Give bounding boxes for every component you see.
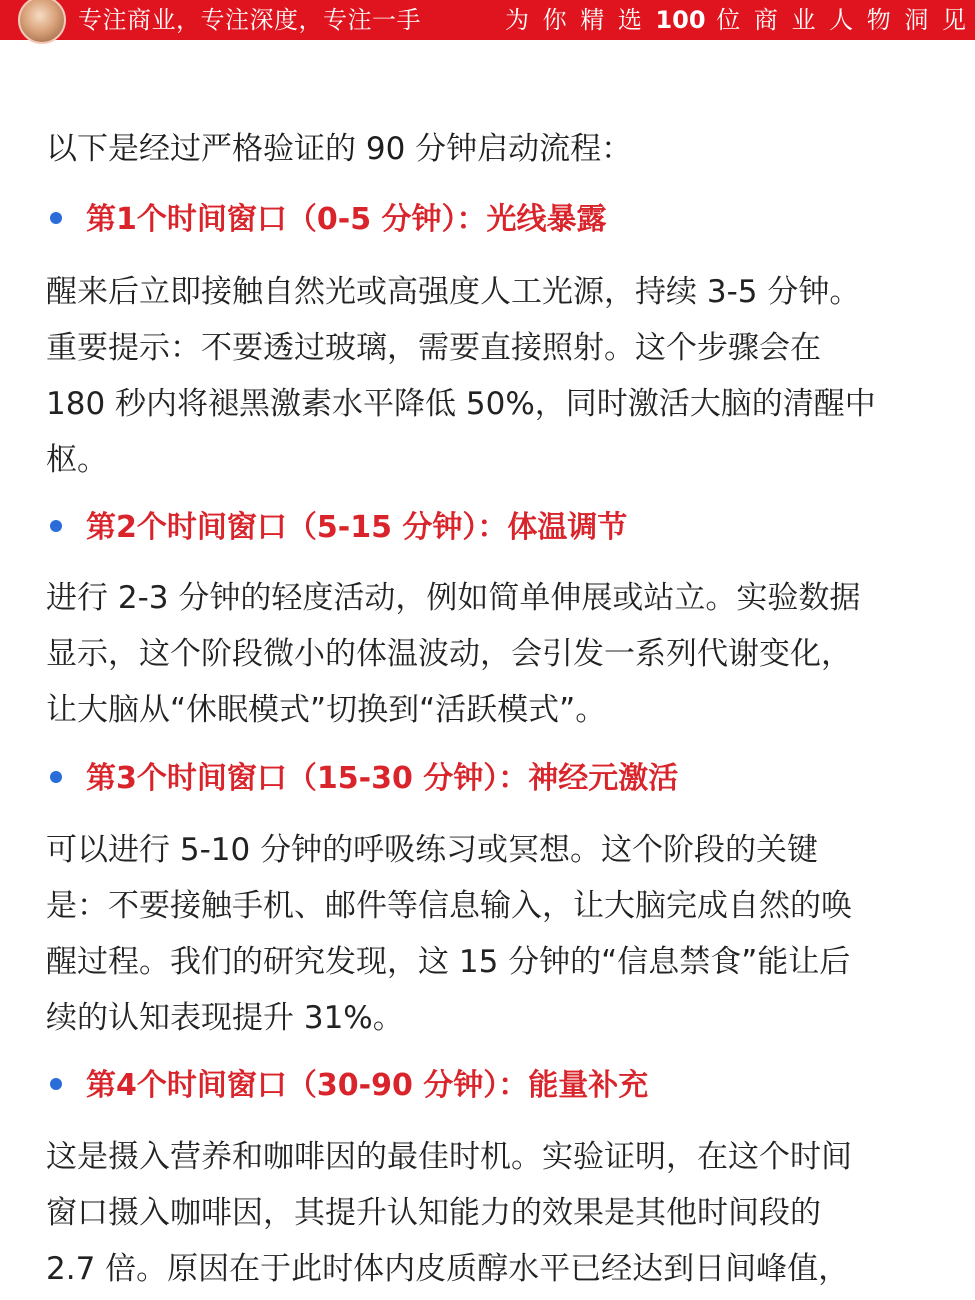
section-heading-text: 第3个时间窗口（15-30 分钟）：神经元激活 — [86, 761, 679, 796]
paragraph-line: 让大脑从“休眠模式”切换到“活跃模式”。 — [46, 692, 607, 728]
paragraph-line: 重要提示：不要透过玻璃，需要直接照射。这个步骤会在 — [46, 330, 821, 366]
paragraph-line: 可以进行 5-10 分钟的呼吸练习或冥想。这个阶段的关键 — [46, 832, 819, 868]
section-paragraph-3 — [46, 822, 936, 1046]
header-slogan-left: 专注商业，专注深度，专注一手 — [78, 6, 421, 34]
section-heading-2 — [50, 506, 627, 550]
section-heading-text: 第2个时间窗口（5-15 分钟）：体温调节 — [86, 510, 628, 545]
section-heading-1 — [50, 198, 607, 242]
header-bar — [0, 0, 975, 40]
avatar — [18, 0, 66, 44]
paragraph-line: 这是摄入营养和咖啡因的最佳时机。实验证明，在这个时间 — [46, 1139, 852, 1175]
bullet-icon — [50, 520, 62, 532]
paragraph-line: 是：不要接触手机、邮件等信息输入，让大脑完成自然的唤 — [46, 888, 852, 924]
bullet-icon — [50, 1078, 62, 1090]
paragraph-line: 醒过程。我们的研究发现，这 15 分钟的“信息禁食”能让后 — [46, 944, 851, 980]
section-heading-text: 第4个时间窗口（30-90 分钟）：能量补充 — [86, 1068, 649, 1103]
section-heading-3 — [50, 757, 678, 801]
header-slogan-right-number: 100 — [655, 6, 706, 34]
section-paragraph-1 — [46, 264, 936, 488]
paragraph-line: 续的认知表现提升 31%。 — [46, 1000, 404, 1036]
paragraph-line: 2.7 倍。原因在于此时体内皮质醇水平已经达到日间峰值， — [46, 1251, 850, 1287]
paragraph-line: 进行 2-3 分钟的轻度活动，例如简单伸展或站立。实验数据 — [46, 580, 861, 616]
section-paragraph-4 — [46, 1129, 936, 1297]
header-slogan-right-suffix: 位 商 业 人 物 洞 见 — [705, 6, 969, 34]
header-slogan-right-prefix: 为 你 精 选 — [504, 6, 656, 34]
section-paragraph-2 — [46, 570, 936, 738]
paragraph-line: 枢。 — [46, 442, 108, 478]
header-slogan-right — [505, 5, 969, 35]
intro-text: 以下是经过严格验证的 90 分钟启动流程： — [46, 131, 633, 167]
paragraph-line: 醒来后立即接触自然光或高强度人工光源，持续 3-5 分钟。 — [46, 274, 861, 310]
section-heading-4 — [50, 1064, 648, 1108]
paragraph-line: 显示，这个阶段微小的体温波动，会引发一系列代谢变化， — [46, 636, 852, 672]
paragraph-line: 窗口摄入咖啡因，其提升认知能力的效果是其他时间段的 — [46, 1195, 821, 1231]
bullet-icon — [50, 771, 62, 783]
paragraph-line: 180 秒内将褪黑激素水平降低 50%，同时激活大脑的清醒中 — [46, 386, 876, 422]
section-heading-text: 第1个时间窗口（0-5 分钟）：光线暴露 — [86, 202, 607, 237]
bullet-icon — [50, 212, 62, 224]
